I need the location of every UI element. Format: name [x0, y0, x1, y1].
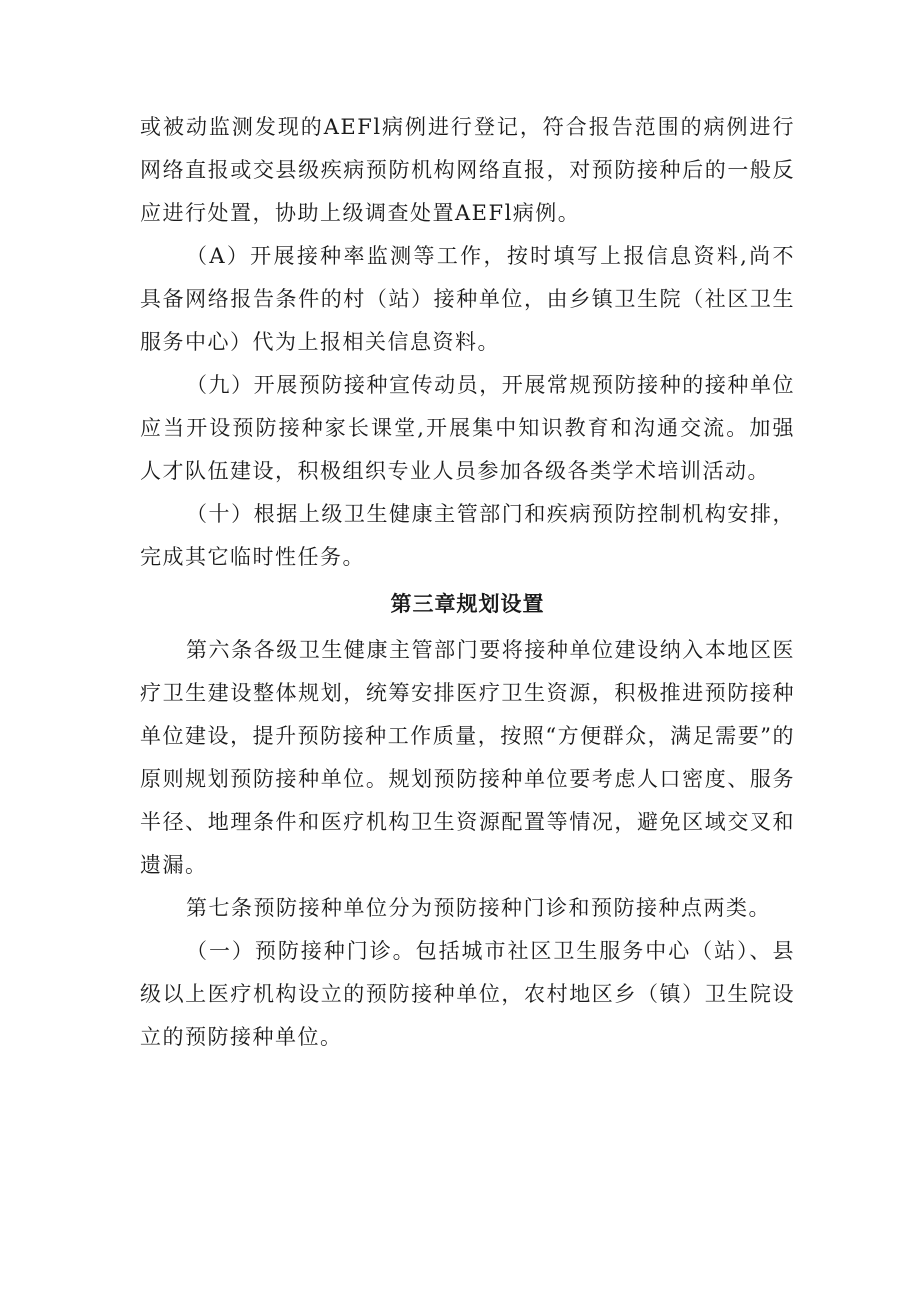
paragraph-article-6: 第六条各级卫生健康主管部门要将接种单位建设纳入本地区医疗卫生建设整体规划，统筹安排医疗卫生资源，积极推进预防接种单位建设，提升预防接种工作质量，按照“方便群众，满足需要”的原则规划预防接种单位。规划预防接种单位要考虑人口密度、服务半径、地理条件和医疗机构卫生资源配置等情况，避免区域交叉和遗漏。: [140, 638, 795, 877]
paragraph-continued-aefi: 或被动监测发现的AEFl病例进行登记，符合报告范围的病例进行网络直报或交县级疾病预防机构网络直报，对预防接种后的一般反应进行处置，协助上级调查处置AEFl病例。: [140, 115, 795, 225]
paragraph-item-10: （十）根据上级卫生健康主管部门和疾病预防控制机构安排，完成其它临时性任务。: [140, 502, 795, 569]
chapter-heading: 第三章规划设置: [390, 592, 545, 616]
paragraph-article-7: 第七条预防接种单位分为预防接种门诊和预防接种点两类。: [186, 896, 771, 920]
document-page: [140, 106, 795, 1059]
paragraph-item-8: （A）开展接种率监测等工作，按时填写上报信息资料,尚不具备网络报告条件的村（站）接种单位，由乡镇卫生院（社区卫生服务中心）代为上报相关信息资料。: [140, 244, 795, 354]
paragraph-article-7-item-1: （一）预防接种门诊。包括城市社区卫生服务中心（站）、县级以上医疗机构设立的预防接种单位，农村地区乡（镇）卫生院设立的预防接种单位。: [140, 939, 795, 1049]
paragraph-item-9: （九）开展预防接种宣传动员，开展常规预防接种的接种单位应当开设预防接种家长课堂,开展集中知识教育和沟通交流。加强人才队伍建设，积极组织专业人员参加各级各类学术培训活动。: [140, 373, 795, 483]
